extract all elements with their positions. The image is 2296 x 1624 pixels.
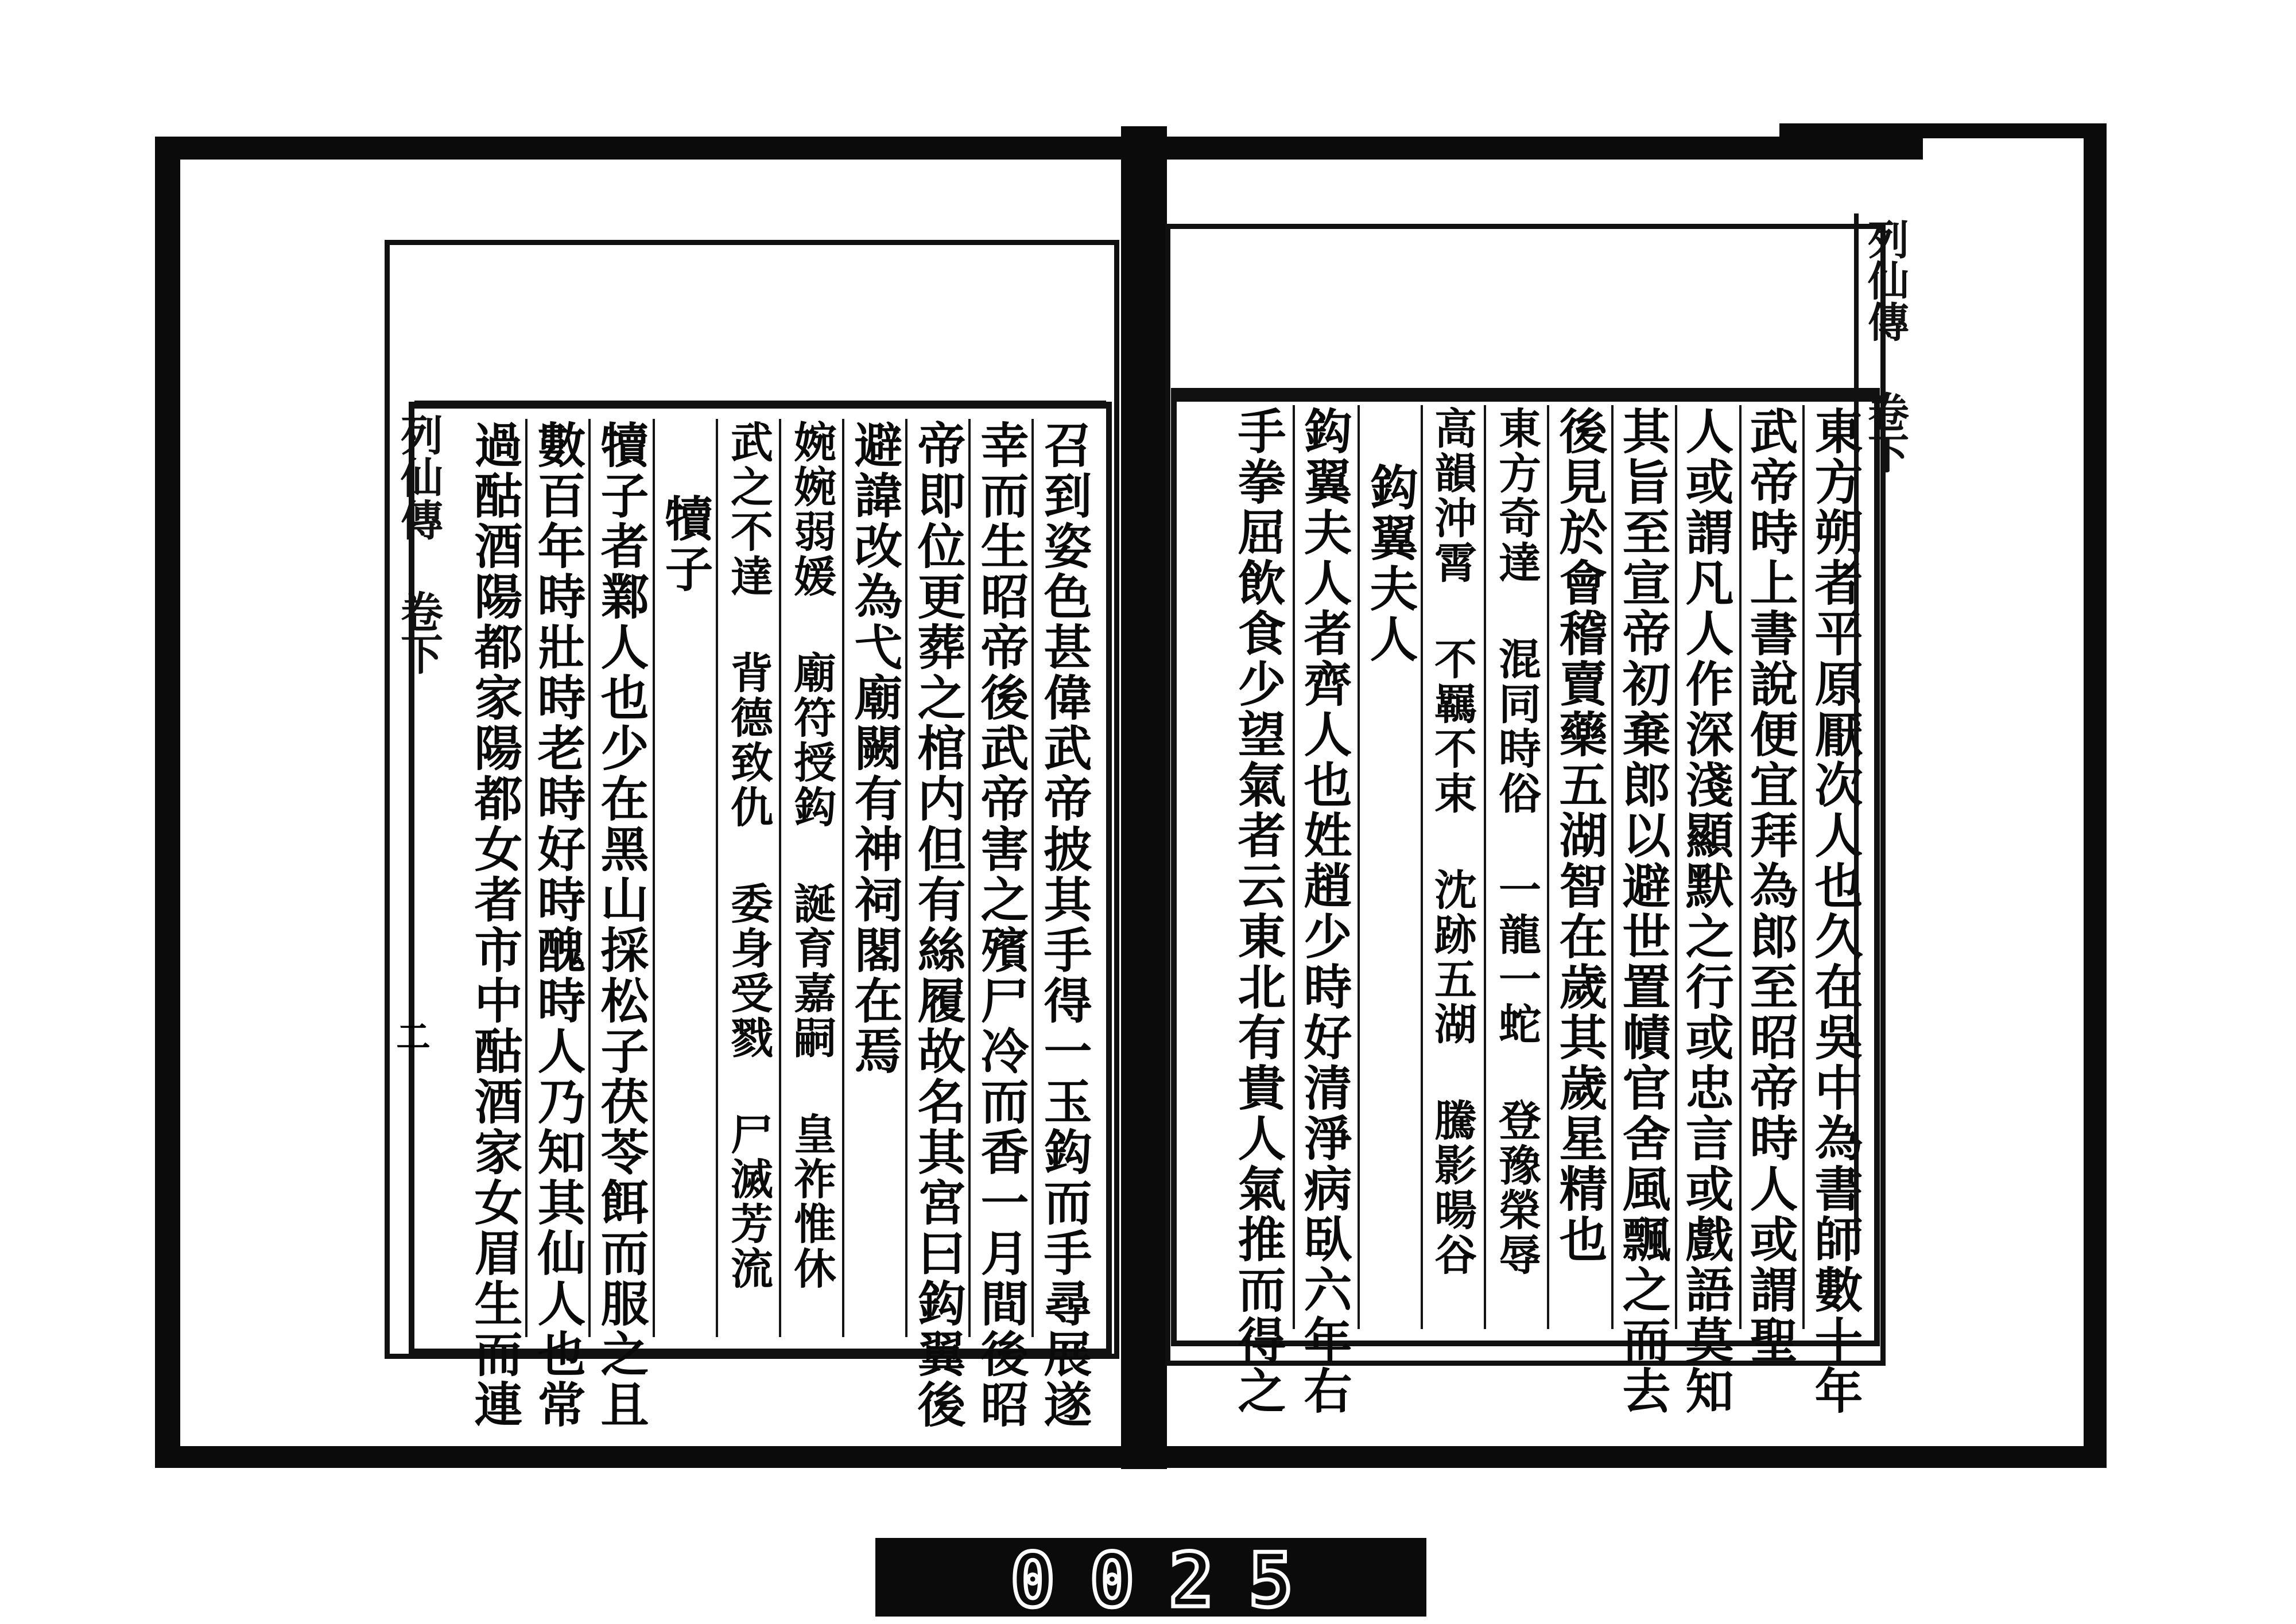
column-rule	[653, 419, 655, 1337]
column-rule	[779, 419, 781, 1337]
text-column: 其旨至宣帝初棄郎以避世置幘官舍風飄之而去	[1615, 406, 1671, 1416]
verse-column: 婉婉弱媛 廟符授鈎 誕育嘉嗣 皇祚惟休	[787, 420, 836, 1291]
column-rule	[716, 419, 718, 1337]
column-rule	[842, 419, 844, 1337]
column-rule	[1484, 405, 1486, 1329]
left-page-text-block	[409, 402, 1112, 1430]
text-column: 手拳屈飲食少望氣者云東北有貴人氣推而得之	[1230, 406, 1287, 1416]
running-title: 列仙傳	[1861, 218, 1910, 342]
column-rule	[588, 419, 591, 1337]
scan-border-right	[2084, 123, 2107, 1468]
column-rule	[905, 419, 907, 1337]
book-gutter	[1121, 126, 1167, 1469]
frame-number: 0025	[1010, 1537, 1328, 1624]
text-column: 召到姿色甚偉武帝披其手得一玉鈎而手尋展遂	[1036, 420, 1093, 1430]
column-rule	[968, 419, 971, 1337]
right-page-text-block	[1171, 388, 1880, 1416]
verse-column: 東方奇達 混同時俗 一龍一蛇 登豫榮辱	[1492, 406, 1541, 1277]
right-page-header-rule	[1177, 394, 1874, 402]
column-rule	[1802, 405, 1805, 1329]
left-page-header-rule	[414, 401, 1106, 409]
column-rule	[1739, 405, 1742, 1329]
text-column: 後見於會稽賣藥五湖智在歲其歲星精也	[1552, 406, 1608, 1265]
text-column: 武帝時上書說便宜拜為郎至昭帝時人或謂聖	[1742, 406, 1799, 1366]
text-column: 東方朔者平原厭次人也久在吳中為書師數十年	[1807, 406, 1864, 1416]
volume-label: 卷下	[1861, 391, 1910, 473]
right-page-running-title	[1855, 218, 1915, 473]
column-rule	[1421, 405, 1423, 1329]
text-column: 幸而生昭帝後武帝害之殯尸冷而香一月間後昭	[973, 420, 1030, 1430]
verse-column: 武之不達 背德致仇 委身受戮 尸滅芳流	[724, 420, 773, 1291]
text-column: 數百年時壯時老時好時醜時人乃知其仙人也常	[530, 420, 587, 1430]
text-column: 過酤酒陽都家陽都女者市中酤酒家女眉生而連	[467, 420, 523, 1430]
running-title: 列仙傳	[394, 413, 443, 541]
text-column: 人或謂凡人作深淺顯默之行或忠言或戲語莫知	[1678, 406, 1735, 1416]
verse-column: 高韻沖霄 不羈不束 沈跡五湖 騰影暘谷	[1428, 406, 1477, 1277]
section-heading: 鈎翼夫人	[1362, 463, 1419, 665]
left-page-running-title	[388, 413, 449, 675]
column-rule	[1547, 405, 1549, 1329]
column-rule	[1293, 405, 1295, 1329]
scan-border-left	[155, 137, 180, 1468]
text-column: 犢子者鄴人也少在黑山採松子茯苓餌而服之且	[593, 420, 650, 1430]
text-column: 避諱改為弋廟闕有神祠閣在焉	[847, 420, 903, 1077]
text-column: 帝即位更葬之棺内但有絲履故名其宮曰鈎翼後	[910, 420, 967, 1430]
volume-label: 卷下	[394, 590, 443, 675]
scan-border-top	[155, 137, 1923, 160]
section-heading: 犢子	[657, 494, 714, 595]
column-rule	[1031, 419, 1034, 1337]
column-rule	[525, 419, 528, 1337]
column-rule	[1611, 405, 1614, 1329]
text-column: 鈎翼夫人者齊人也姓趙少時好清淨病臥六年右	[1296, 406, 1353, 1416]
column-rule	[1358, 405, 1360, 1329]
folio-number: 二	[396, 1017, 430, 1058]
column-rule	[1675, 405, 1677, 1329]
scan-border-right-top	[1779, 123, 2107, 138]
